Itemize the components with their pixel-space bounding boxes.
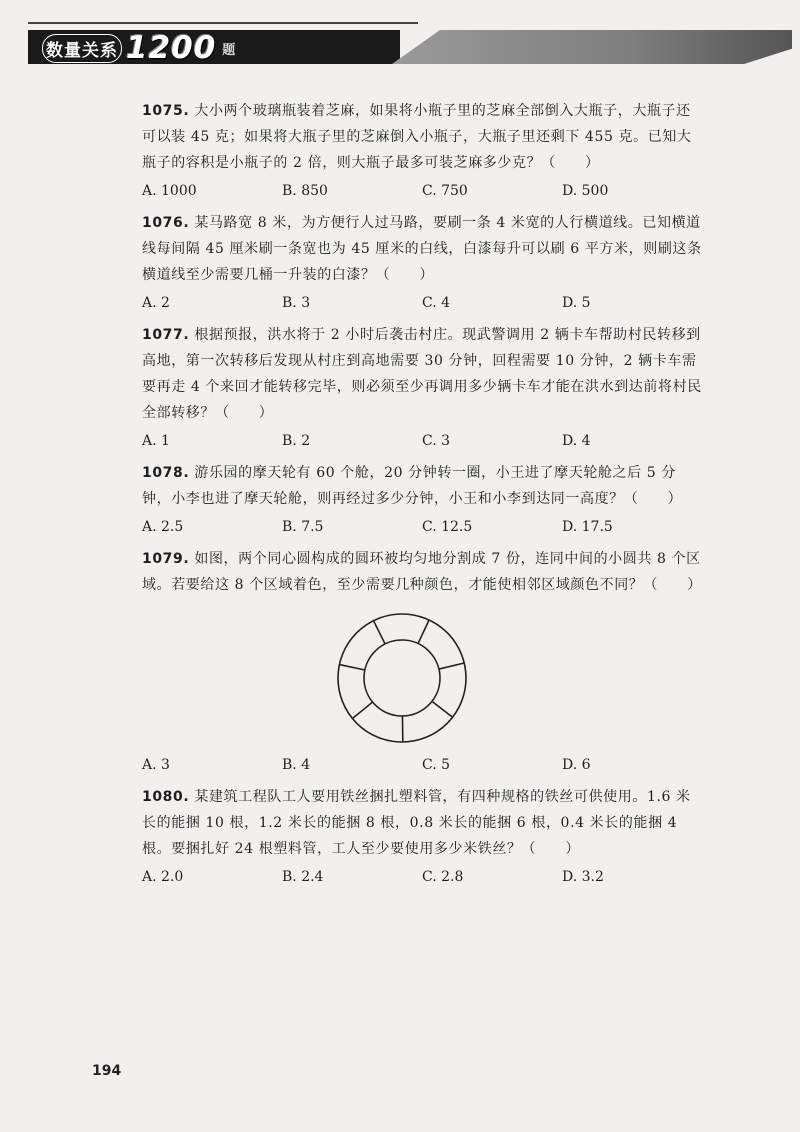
option-b[interactable]: B. 4 (282, 757, 311, 773)
question-list (142, 98, 702, 896)
option-row (142, 428, 702, 454)
question-1080 (142, 784, 702, 890)
question-1079 (142, 546, 702, 778)
option-c[interactable]: C. 5 (422, 757, 451, 773)
question-stem (142, 460, 702, 512)
question-number: 1078. (142, 465, 190, 481)
question-number: 1075. (142, 103, 190, 119)
option-b[interactable]: B. 2 (282, 433, 311, 449)
option-c[interactable]: C. 3 (422, 433, 451, 449)
option-row (142, 178, 702, 204)
option-d[interactable]: D. 17.5 (562, 519, 613, 535)
question-number: 1076. (142, 215, 190, 231)
option-row (142, 752, 702, 778)
question-text: 某建筑工程队工人要用铁丝捆扎塑料管，有四种规格的铁丝可供使用。1.6 米长的能捆 10 根，1.2 米长的能捆 8 根，0.8 米长的能捆 6 根，0.4 米长的能捆 4 根。要捆扎好 24 根塑料管，工人至少要使用多少米铁丝？（ ） (142, 789, 691, 857)
ring-divider-line (418, 620, 429, 644)
option-a[interactable]: A. 2.0 (142, 869, 184, 885)
option-b[interactable]: B. 3 (282, 295, 311, 311)
option-c[interactable]: C. 12.5 (422, 519, 473, 535)
option-a[interactable]: A. 2.5 (142, 519, 184, 535)
ring-divider-line (432, 701, 453, 717)
option-d[interactable]: D. 3.2 (562, 869, 604, 885)
question-text: 游乐园的摩天轮有 60 个舱，20 分钟转一圈，小王进了摩天轮舱之后 5 分钟，小李也进了摩天轮舱，则再经过多少分钟，小王和小李到达同一高度？（ ） (142, 465, 683, 507)
question-1078 (142, 460, 702, 540)
question-number: 1077. (142, 327, 190, 343)
question-1077 (142, 322, 702, 454)
ring-diagram (332, 608, 472, 748)
ring-divider-line (352, 702, 372, 718)
series-title-cn: 数量关系 (42, 34, 122, 63)
option-b[interactable]: B. 7.5 (282, 519, 324, 535)
series-title-suffix: 题 (222, 42, 236, 58)
option-a[interactable]: A. 1000 (142, 183, 197, 199)
option-d[interactable]: D. 500 (562, 183, 609, 199)
question-stem (142, 210, 702, 288)
header-slant-decoration (392, 30, 792, 64)
option-b[interactable]: B. 2.4 (282, 869, 324, 885)
series-title (42, 30, 236, 66)
question-stem (142, 546, 702, 598)
page-number: 194 (92, 1063, 122, 1079)
question-1076 (142, 210, 702, 316)
option-d[interactable]: D. 5 (562, 295, 591, 311)
concentric-ring-figure (142, 608, 702, 748)
option-a[interactable]: A. 1 (142, 433, 170, 449)
question-stem (142, 322, 702, 426)
option-b[interactable]: B. 850 (282, 183, 328, 199)
inner-circle (364, 640, 440, 716)
question-number: 1079. (142, 551, 190, 567)
header-top-rule (28, 22, 418, 24)
option-d[interactable]: D. 4 (562, 433, 591, 449)
question-text: 某马路宽 8 米，为方便行人过马路，要刷一条 4 米宽的人行横道线。已知横道线每间隔 45 厘米刷一条宽也为 45 厘米的白线，白漆每升可以刷 6 平方米，则刷这条横道线至少需要几桶一升装的白漆？（ ） (142, 215, 702, 283)
option-row (142, 290, 702, 316)
option-a[interactable]: A. 2 (142, 295, 170, 311)
option-c[interactable]: C. 4 (422, 295, 451, 311)
question-1075 (142, 98, 702, 204)
option-c[interactable]: C. 750 (422, 183, 468, 199)
ring-divider-line (339, 665, 364, 670)
option-row (142, 514, 702, 540)
option-row (142, 864, 702, 890)
question-stem (142, 98, 702, 176)
series-title-number: 1200 (126, 30, 217, 66)
question-number: 1080. (142, 789, 190, 805)
option-c[interactable]: C. 2.8 (422, 869, 464, 885)
option-d[interactable]: D. 6 (562, 757, 591, 773)
question-stem (142, 784, 702, 862)
question-text: 如图，两个同心圆构成的圆环被均匀地分割成 7 份，连同中间的小圆共 8 个区域。若要给这 8 个区域着色，至少需要几种颜色，才能使相邻区域颜色不同？（ ） (142, 551, 702, 593)
question-text: 大小两个玻璃瓶装着芝麻，如果将小瓶子里的芝麻全部倒入大瓶子，大瓶子还可以装 45 克；如果将大瓶子里的芝麻倒入小瓶子，大瓶子里还剩下 455 克。已知大瓶子的容积是小瓶子的 2 倍，则大瓶子最多可装芝麻多少克？（ ） (142, 103, 692, 171)
option-a[interactable]: A. 3 (142, 757, 170, 773)
ring-divider-line (374, 621, 386, 644)
question-text: 根据预报，洪水将于 2 小时后袭击村庄。现武警调用 2 辆卡车帮助村民转移到高地，第一次转移后发现从村庄到高地需要 30 分钟，回程需要 10 分钟，2 辆卡车需要再走 4 个来回才能转移完毕，则必须至少再调用多少辆卡车才能在洪水到达前将村民全部转移？（ ） (142, 327, 702, 421)
ring-divider-line (439, 663, 464, 669)
